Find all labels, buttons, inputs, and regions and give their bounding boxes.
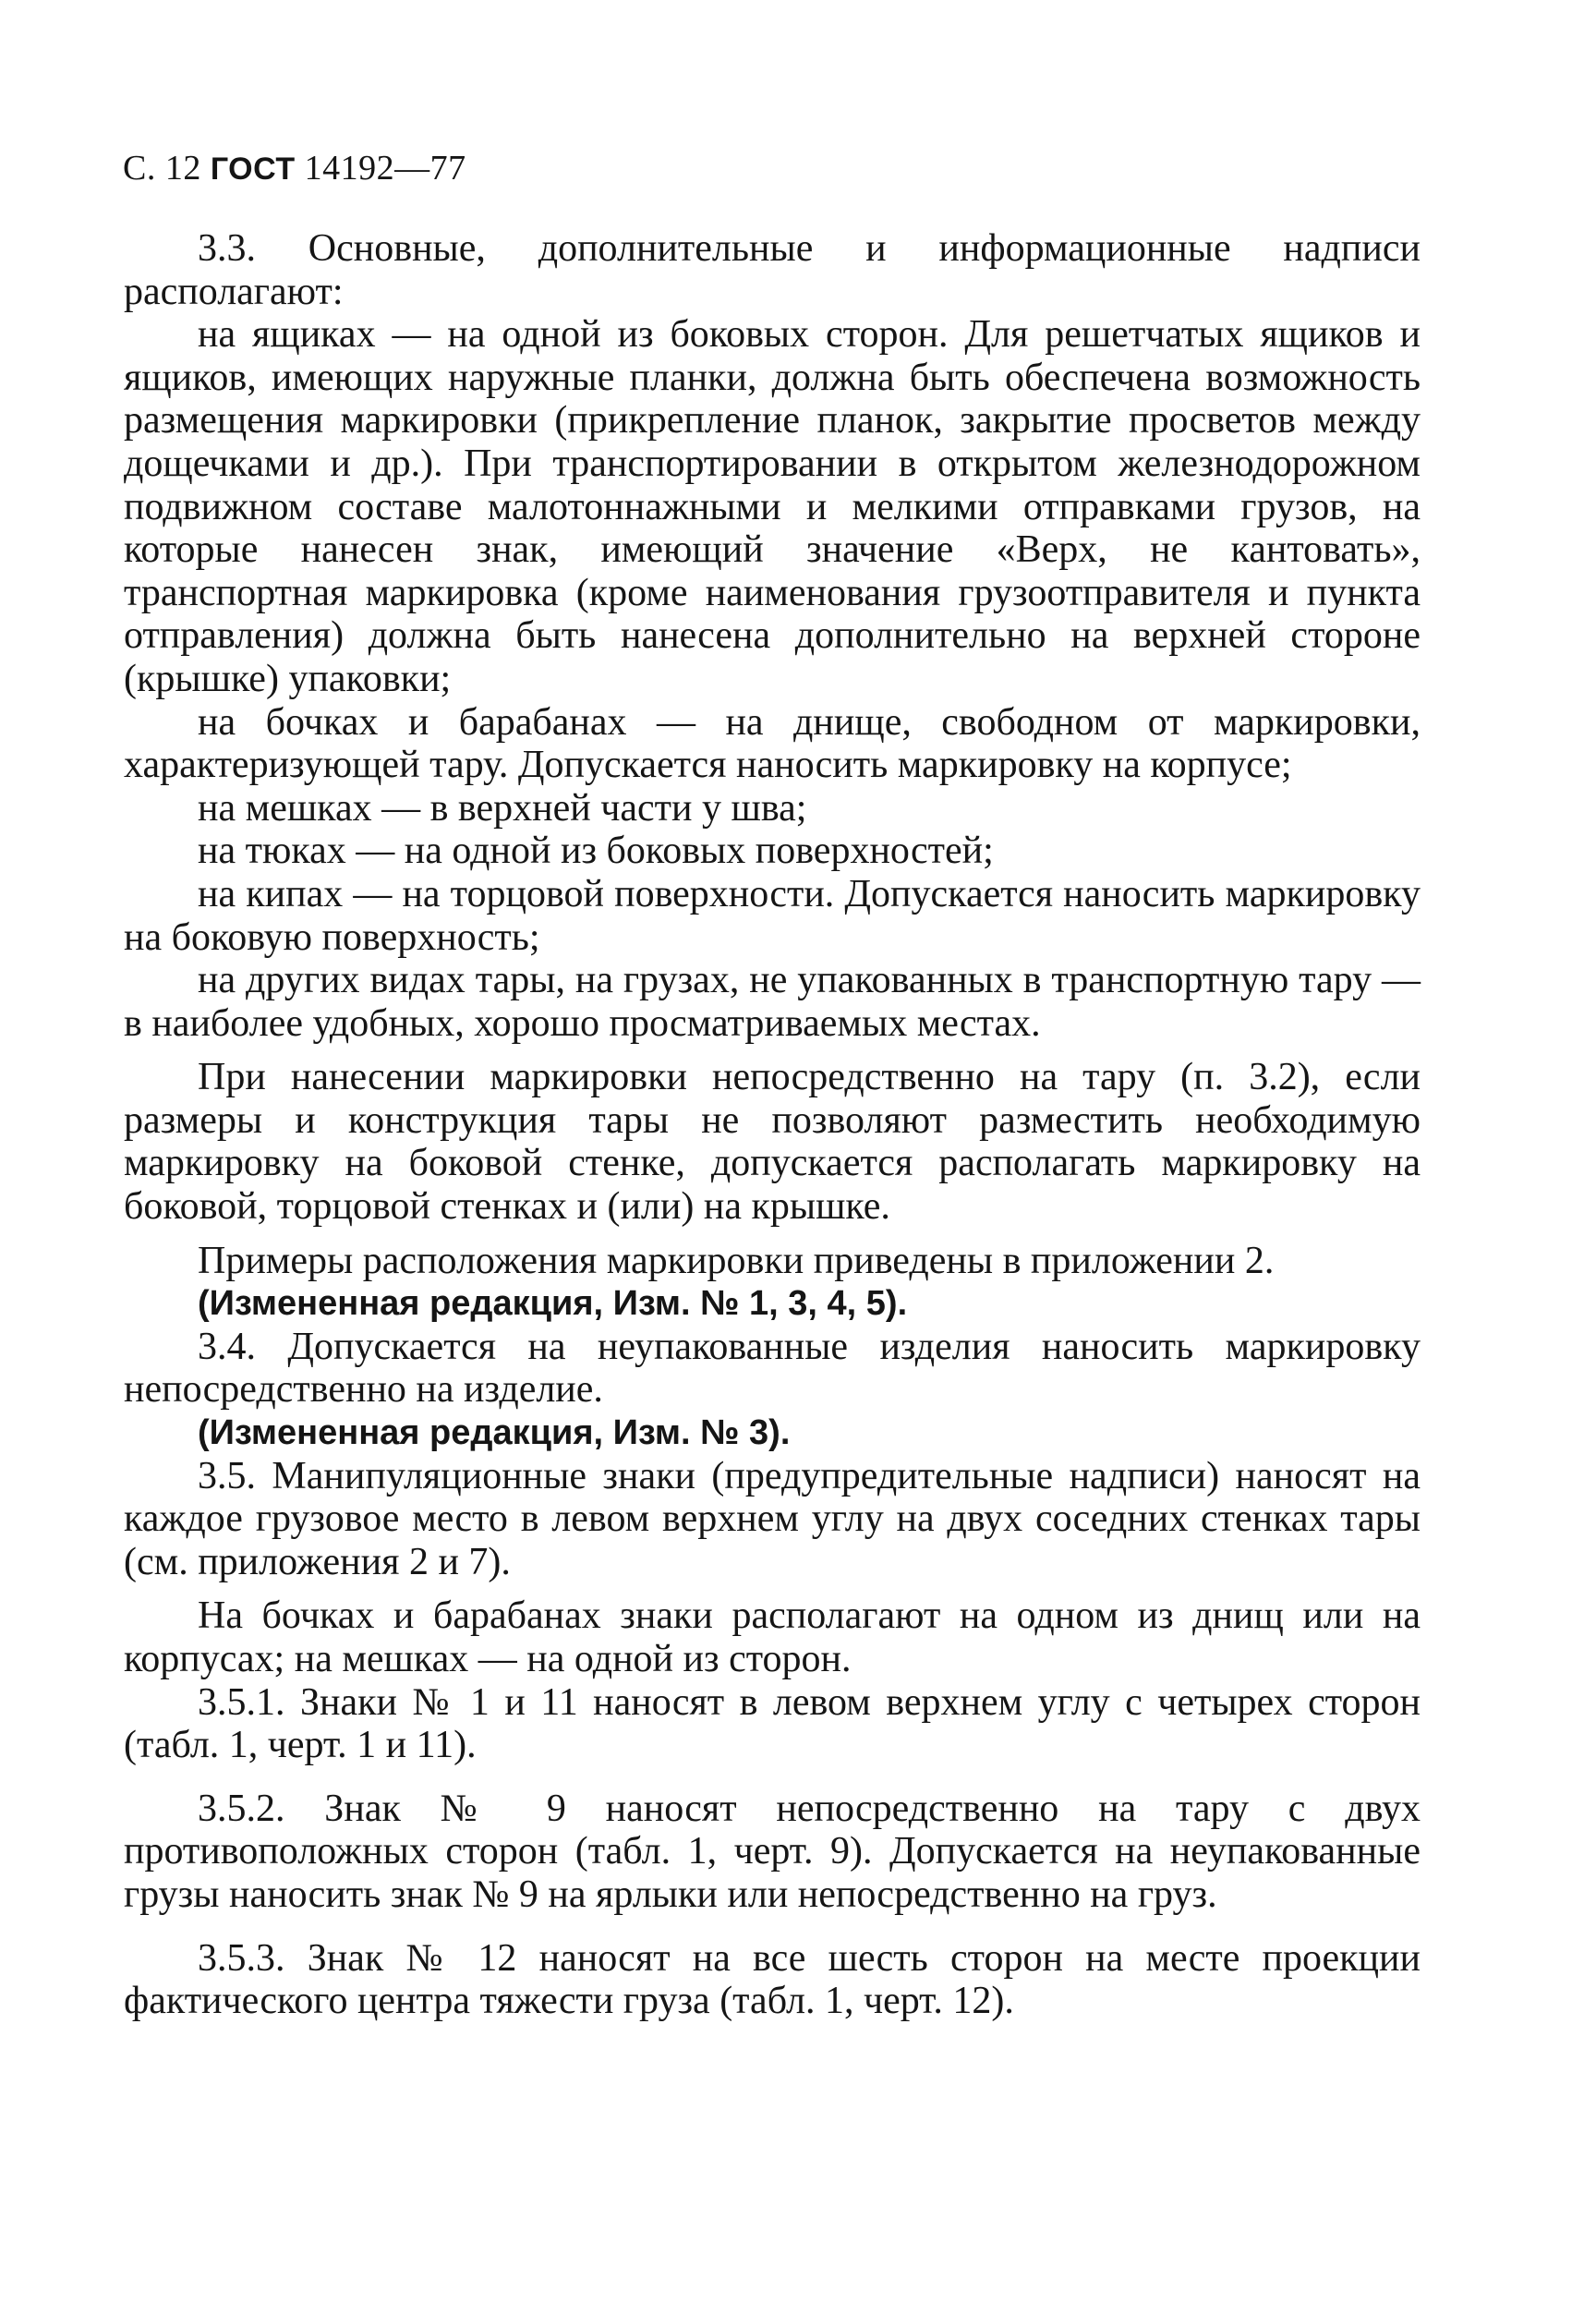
paragraph-boxes: на ящиках — на одной из боковых сторон. Для решетчатых ящиков и ящиков, имеющих наружные планки, должна быть обеспечена возможность размещения маркировки (прикрепление планок, закрытие просветов между дощечками и др.). При транспортировании в открытом железнодорожном подвижном составе малотоннажными и мелкими отправками грузов, на которые нанесен знак, имеющий значение «Верх, не кантовать», транспортная маркировка (кроме наименования грузоотправителя и пункта отправления) должна быть нанесена дополнительно на верхней стороне (крышке) упаковки;	[124, 313, 1421, 700]
paragraph-bags: на мешках — в верхней части у шва;	[198, 786, 807, 830]
paragraph-examples: Примеры расположения маркировки приведены в приложении 2.	[198, 1239, 1275, 1282]
paragraph-3-4: 3.4. Допускается на неупакованные изделия наносить маркировку непосредственно на изделие.	[124, 1325, 1421, 1412]
standard-number: 14192—77	[304, 149, 466, 188]
standard-label: ГОСТ	[210, 152, 296, 187]
page-number: С. 12	[123, 149, 201, 188]
paragraph-bales: на тюках — на одной из боковых поверхностей;	[198, 830, 994, 873]
paragraph-barrels: на бочках и барабанах — на днище, свободном от маркировки, характеризующей тару. Допускается наносить маркировку на корпусе;	[124, 700, 1421, 787]
amendment-note-2: (Измененная редакция, Изм. № 3).	[198, 1413, 791, 1453]
amendment-note-1: (Измененная редакция, Изм. № 1, 3, 4, 5).	[198, 1284, 908, 1324]
paragraph-3-5-1: 3.5.1. Знаки № 1 и 11 наносят в левом верхнем углу с четырех сторон (табл. 1, черт. 1 и 11).	[124, 1680, 1421, 1767]
page-header	[123, 148, 466, 189]
paragraph-barrels-signs: На бочках и барабанах знаки располагают на одном из днищ или на корпусах; на мешках — на одной из сторон.	[124, 1594, 1421, 1680]
paragraph-packs: на кипах — на торцовой поверхности. Допускается наносить маркировку на боковую поверхность;	[124, 872, 1421, 959]
paragraph-direct-marking: При нанесении маркировки непосредственно на тару (п. 3.2), если размеры и конструкция тары не позволяют разместить необходимую маркировку на боковой стенке, допускается располагать маркировку на боковой, торцовой стенках и (или) на крышке.	[124, 1056, 1421, 1229]
paragraph-3-5-3: 3.5.3. Знак № 12 наносят на все шесть сторон на месте проекции фактического центра тяжести груза (табл. 1, черт. 12).	[124, 1936, 1421, 2023]
document-body	[124, 227, 1421, 2023]
paragraph-3-5-2: 3.5.2. Знак № 9 наносят непосредственно на тару с двух противоположных сторон (табл. 1, черт. 9). Допускается на неупакованные грузы наносить знак № 9 на ярлыки или непосредственно на груз.	[124, 1787, 1421, 1916]
paragraph-3-3: 3.3. Основные, дополнительные и информационные надписи располагают:	[124, 227, 1421, 313]
paragraph-other-packaging: на других видах тары, на грузах, не упакованных в транспортную тару — в наиболее удобных, хорошо просматриваемых местах.	[124, 959, 1421, 1045]
paragraph-3-5: 3.5. Манипуляционные знаки (предупредительные надписи) наносят на каждое грузовое место в левом верхнем углу на двух соседних стенках тары (см. приложения 2 и 7).	[124, 1454, 1421, 1583]
